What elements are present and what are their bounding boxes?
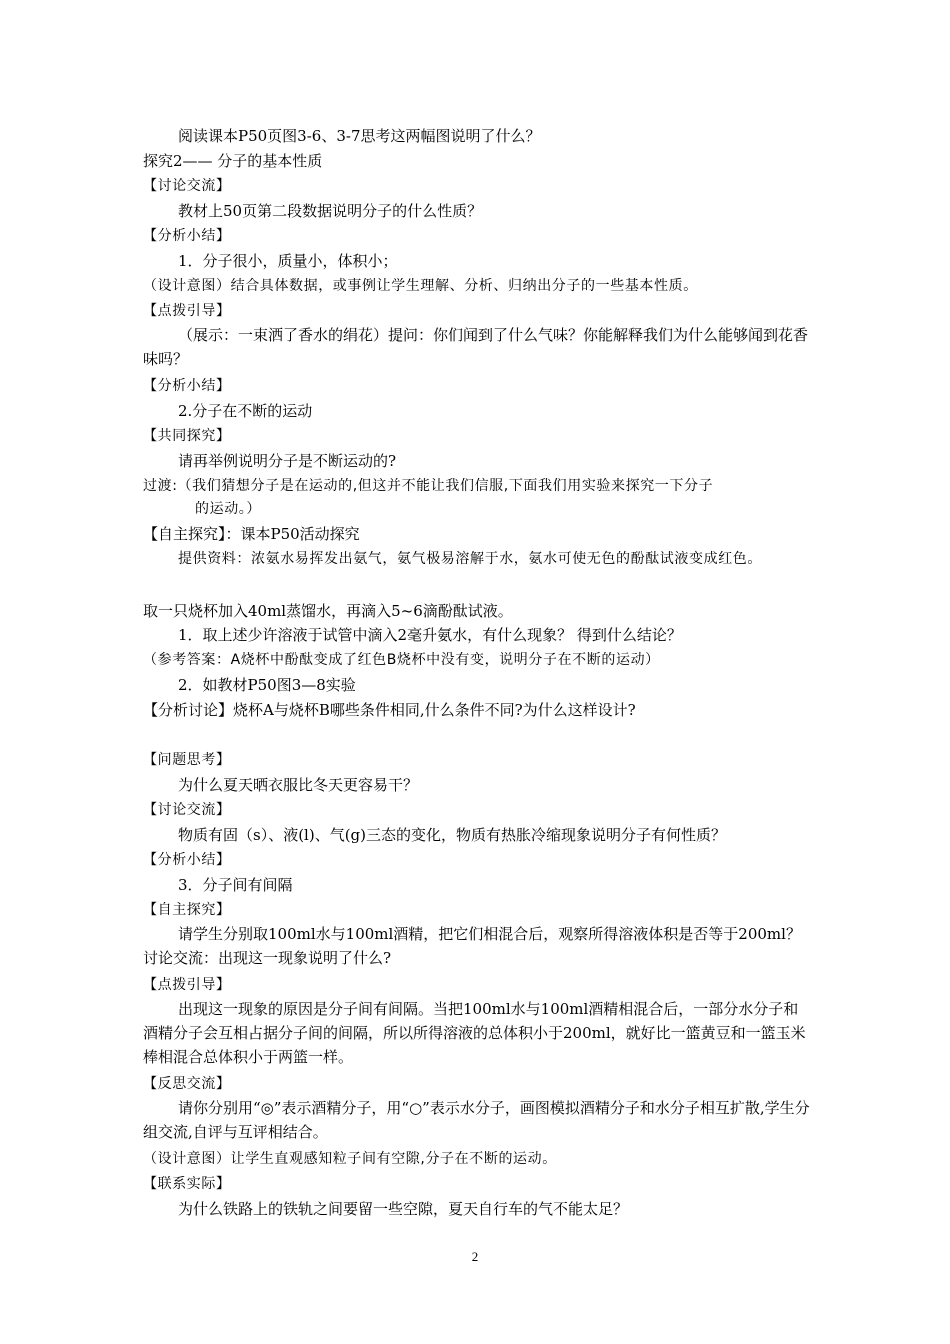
read-textbook-line: 阅读课本P50页图3-6、3-7思考这两幅图说明了什么？ (178, 127, 541, 145)
design-intent-note: （设计意图）结合具体数据，或事例让学生理解、分析、归纳出分子的一些基本性质。 (143, 278, 698, 294)
section-heading-inquiry-2: 探究2—— 分子的基本性质 (143, 152, 323, 170)
design-intent-note-2: （设计意图）让学生直观感知粒子间有空隙,分子在不断的运动。 (143, 1151, 557, 1167)
heading-joint-inquiry: 【共同探究】 (143, 428, 231, 444)
heading-discussion: 【讨论交流】 (143, 178, 231, 194)
materials-paragraph: 提供资料：浓氨水易挥发出氨气，氨气极易溶解于水，氨水可使无色的酚酞试液变成红色。 (178, 551, 762, 567)
page-number: 2 (471, 1249, 479, 1264)
perfume-question-paragraph: （展示：一束洒了香水的绢花）提问：你们闻到了什么气味？你能解释我们为什么能够闻到花香味吗？ (143, 326, 809, 368)
heading-analysis-summary: 【分析小结】 (143, 228, 231, 244)
summary-point-1: 1．分子很小，质量小，体积小； (178, 252, 398, 270)
heading-self-inquiry-activity: 【自主探究】：课本P50活动探究 (143, 525, 360, 543)
example-question: 请再举例说明分子是不断运动的? (178, 452, 397, 470)
heading-guidance: 【点拨引导】 (143, 303, 231, 319)
heading-real-life: 【联系实际】 (143, 1176, 231, 1192)
transition-line-cont: 的运动。） (195, 501, 261, 517)
heading-discussion: 【讨论交流】 (143, 802, 231, 818)
reference-answer: （参考答案：A烧杯中酚酞变成了红色B烧杯中没有变，说明分子在不断的运动） (143, 652, 660, 668)
heading-self-inquiry: 【自主探究】 (143, 902, 231, 918)
heading-analysis-summary: 【分析小结】 (143, 852, 231, 868)
railway-question: 为什么铁路上的铁轨之间要留一些空隙，夏天自行车的气不能太足？ (178, 1200, 629, 1218)
summary-point-3: 3．分子间有间隔 (178, 876, 293, 894)
heading-guidance: 【点拨引导】 (143, 977, 231, 993)
summary-point-2: 2.分子在不断的运动 (178, 402, 313, 420)
question-textbook-data: 教材上50页第二段数据说明分子的什么性质？ (178, 202, 483, 220)
procedure-line: 取一只烧杯加入40ml蒸馏水，再滴入5~6滴酚酞试液。 (143, 602, 513, 620)
transition-line: 过渡:（我们猜想分子是在运动的,但这并不能让我们信服,下面我们用实验来探究一下分子 (143, 478, 714, 494)
experiment-question-1: 1．取上述少许溶液于试管中滴入2毫升氨水，有什么现象？ 得到什么结论？ (178, 626, 682, 644)
drying-clothes-question: 为什么夏天晒衣服比冬天更容易干？ (178, 776, 419, 794)
explanation-paragraph: 出现这一现象的原因是分子间有间隔。当把100ml水与100ml酒精相混合后，一部分水分子和酒精分子会互相占据分子间的间隔，所以所得溶液的总体积小于200ml，就好比一篮黄豆和一篮玉米棒相混合总体积小于两篮一样。 (143, 1000, 806, 1066)
states-of-matter-question: 物质有固（s）、液(l)、气(g)三态的变化，物质有热胀冷缩现象说明分子有何性质？ (178, 826, 727, 844)
diffusion-drawing-task: 请你分别用“◎”表示酒精分子，用“○”表示水分子，画图模拟酒精分子和水分子相互扩散,学生分组交流,自评与互评相结合。 (143, 1099, 810, 1141)
experiment-item-2: 2．如教材P50图3—8实验 (178, 676, 356, 694)
analysis-discussion-line: 【分析讨论】烧杯A与烧杯B哪些条件相同,什么条件不同?为什么这样设计? (143, 701, 636, 719)
water-alcohol-experiment: 请学生分别取100ml水与100ml酒精，把它们相混合后，观察所得溶液体积是否等于200ml？讨论交流：出现这一现象说明了什么? (143, 925, 801, 967)
heading-problem-thinking: 【问题思考】 (143, 752, 231, 768)
heading-analysis-summary: 【分析小结】 (143, 378, 231, 394)
heading-reflection: 【反思交流】 (143, 1076, 231, 1092)
